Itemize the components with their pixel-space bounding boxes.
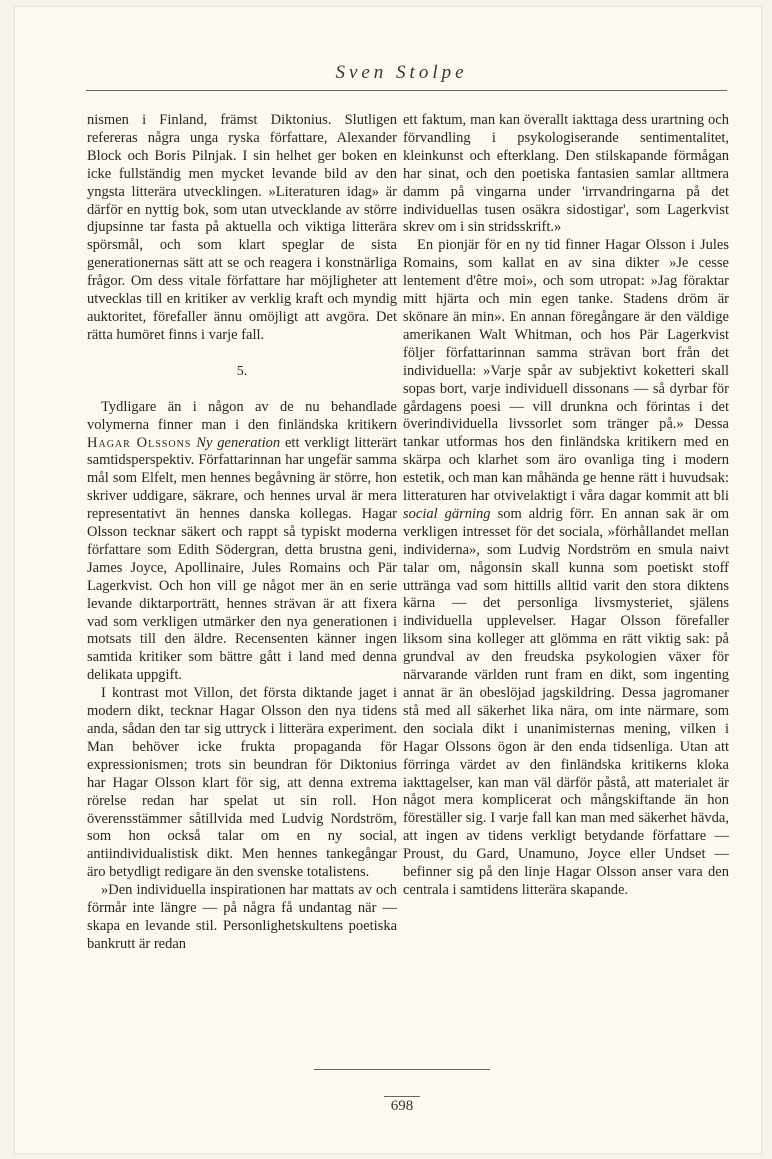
page-number: 698 [390,1098,414,1114]
paragraph-text: ett verkligt litterärt samtidsperspektiv. Författarinnan har ungefär samma mål som Elfelt, men hennes begåvning är större, hon skriver uddigare, säkrare, och hennes urval är mera representativt än hennes danska kollegas. Hagar Olsson tecknar säkert och rappt så typiskt moderna författare som Edith Södergran, detta brustna geni, James Joyce, Apollinaire, Jules Romains och Pär Lagerkvist. Och hon vill ge något mer än en serie levande diktarporträtt, hennes strävan är att fixera vad som verkligen utmärker den nya generationen i motsats till den äldre. Recensenten känner ingen samtida kritiker som bättre gått i land med denna delikata uppgift. [87,434,398,684]
paragraph-text: En pionjär för en ny tid finner Hagar Olsson i Jules Romains, som kallat en av sina dikter »Je cesse lentement d'être moi», och som utropat: »Jag föraktar mitt hjärta och min egen tanke. Stadens dröm är skönare än min». En annan föregångare är den väldige amerikanen Walt Whitman, och hos Pär Lagerkvist följer författarinnan samma strävan bort från det individuella: »Varje spår av subjektivt koketteri skall sopas bort, varje individuell dissonans — så dyrbar för gårdagens poesi — vill drunkna och förintas i det överindividuella livssorlet som tränger på.» Dessa tankar utformas hos den finländska kritikern med en skärpa och klarhet som äro ovanliga ting i modern estetik, och man kan måhända ge henne rätt i huvudsak: litteraturen har otvivelaktigt i våra dagar kommit att bli [403,237,729,505]
header-rule [86,90,727,91]
paragraph: ett faktum, man kan överallt iakttaga dess urartning och förvandling i psykologiserande sentimentalitet, kleinkunst och efterklang. Den stilskapande förmågan har sinat, och den poetiska fantasien samlar alltmera damm på vingarna under 'irrvandringarna på det individuellas tusen osäkra sidostigar', som Lagerkvist skrev om i sin stridsskrift.» [403,112,729,236]
paragraph: nismen i Finland, främst Diktonius. Slutligen refereras några unga ryska författare, Alexander Block och Boris Pilnjak. I sin helhet ger boken en icke fullständig men mycket levande bild av den yngsta litterära utvecklingen. »Literaturen idag» är därför en nyttig bok, som utan utvecklande av större djupsinne tar fasta på aktuella och viktiga litterära spörsmål, och som klart speglar de sista generationernas sätt att se och reagera i konstnärliga frågor. Om dess vitale författare har möjligheter att utvecklas till en kritiker av verklig kraft och myndig auktoritet, förefaller ännu omöjligt att avgöra. Det rätta humöret finns i varje fall. [87,112,397,343]
folio-rule [384,1096,420,1097]
paragraph [87,399,397,686]
running-head: Sven Stolpe [335,62,468,83]
paragraph [403,237,729,900]
right-column [403,112,729,900]
paragraph-text: Tydligare än i någon av de nu behandlade volymerna finner man i den finländska kritikern [87,398,397,433]
left-column [87,112,397,954]
footer-rule [314,1069,490,1070]
paragraph: I kontrast mot Villon, det första diktande jaget i modern dikt, tecknar Hagar Olsson den nya tidens anda, sådan den tar sig uttryck i litterära experiment. Man behöver icke frukta propaganda för expressionismen; trots sin beundran för Diktonius har Hagar Olsson klart för sig, att denna extrema rörelse redan har spelat ut sin roll. Hon överensstämmer såtillvida med Ludvig Nordström, som hon också talar om en ny social, antiindividualistisk dikt. Men hennes tankegångar äro betydligt redigare än den svenske totalistens. [87,685,397,881]
author-name: Hagar Olssons [87,434,192,451]
emphasis: social gärning [403,505,491,522]
book-title: Ny generation [196,434,281,451]
paragraph: »Den individuella inspirationen har mattats av och förmår inte längre — på några få undantag när — skapa en levande stil. Personlighetskultens poetiska bankrutt är redan [87,882,397,952]
paragraph-text: som aldrig förr. En annan sak är om verkligen intresset för det sociala, »förhållandet mellan individerna», som Ludvig Nordström en smula naivt talar om, någonsin skall kunna som poetiskt stoff uttränga vad som hittills alltid varit den stora diktens kärna — det personliga livsmysteriet, själens individuella upplevelser. Hagar Olsson förefaller liksom sina kolleger att glömma en rätt viktig sak: på grundval av den freudska psykologien växer för närvarande världen runt fram en dikt, som ingenting annat är än obeslöjad jagskildring. Dessa jagromaner stå med all säkerhet lika nära, om inte närmare, som den sociala dikt i unanimisternas mening, vilken i Hagar Olssons ögon är den enda tidsenliga. Utan att förringa värdet av den finländska kritikerns kloka iakttagelser, kan man väl därför påstå, att materialet är något mera komplicerat och mångskiftande än hon föreställer sig. I varje fall kan man med säkerhet hävda, att ingen av tidens verkligt betydande författare — Proust, du Gard, Unamuno, Joyce eller Undset — befinner sig på den linje Hagar Olsson anser vara den centrala i samtidens litterära skapande. [403,505,730,898]
book-page [14,6,762,1154]
section-number: 5. [236,363,248,379]
